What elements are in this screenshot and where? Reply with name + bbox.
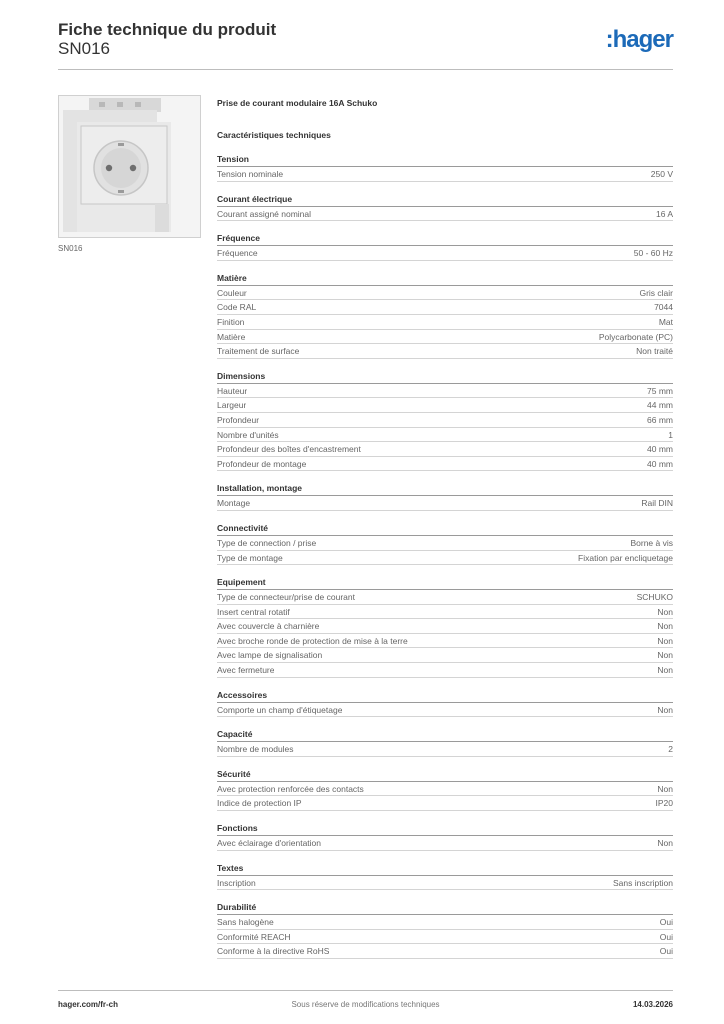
spec-label: Indice de protection IP [217, 798, 302, 809]
spec-row [217, 384, 673, 399]
spec-row [217, 634, 673, 649]
spec-section [217, 861, 673, 891]
spec-row [217, 703, 673, 718]
section-title: Courant électrique [217, 192, 673, 207]
spec-value: Non [657, 704, 673, 715]
spec-row [217, 876, 673, 891]
spec-value: Borne à vis [630, 537, 673, 548]
spec-row [217, 246, 673, 261]
spec-row [217, 167, 673, 182]
page-header [58, 20, 673, 70]
spec-row [217, 496, 673, 511]
spec-value: Non [657, 665, 673, 676]
spec-label: Nombre d'unités [217, 429, 279, 440]
spec-value: 40 mm [647, 444, 673, 455]
spec-row [217, 330, 673, 345]
spec-value: Non traité [636, 346, 673, 357]
section-title: Installation, montage [217, 481, 673, 496]
spec-label: Avec protection renforcée des contacts [217, 783, 364, 794]
spec-value: IP20 [655, 798, 673, 809]
spec-value: 250 V [650, 169, 673, 179]
spec-value: 66 mm [647, 414, 673, 425]
spec-value: SCHUKO [636, 592, 673, 603]
page-footer [58, 990, 673, 1017]
spec-label: Type de montage [217, 552, 283, 563]
product-image [58, 95, 201, 238]
spec-label: Profondeur des boîtes d'encastrement [217, 444, 361, 455]
spec-row [217, 796, 673, 811]
spec-section [217, 369, 673, 472]
spec-section [217, 688, 673, 718]
section-title: Tension [217, 152, 673, 167]
spec-label: Type de connection / prise [217, 537, 317, 548]
image-caption: SN016 [58, 244, 83, 253]
spec-value: Non [657, 621, 673, 632]
spec-row [217, 663, 673, 678]
spec-value: Non [657, 783, 673, 794]
spec-label: Fréquence [217, 248, 258, 259]
spec-section [217, 152, 673, 182]
spec-section [217, 192, 673, 222]
spec-row [217, 590, 673, 605]
spec-label: Couleur [217, 287, 247, 298]
spec-label: Insert central rotatif [217, 606, 290, 617]
spec-label: Avec éclairage d'orientation [217, 838, 322, 849]
spec-value: 44 mm [647, 400, 673, 411]
section-title: Sécurité [217, 767, 673, 782]
spec-label: Comporte un champ d'étiquetage [217, 704, 343, 715]
spec-label: Inscription [217, 877, 256, 888]
spec-label: Montage [217, 498, 251, 509]
footer-date: 14.03.2026 [632, 1000, 673, 1009]
spec-value: Sans inscription [612, 877, 673, 888]
spec-row [217, 648, 673, 663]
spec-label: Traitement de surface [217, 346, 300, 357]
spec-row [217, 742, 673, 757]
section-title: Dimensions [217, 369, 673, 384]
spec-label: Avec broche ronde de protection de mise à la terre [217, 635, 408, 646]
spec-section [217, 767, 673, 811]
spec-row [217, 782, 673, 797]
spec-value: 7044 [654, 302, 673, 313]
footer-note: Sous réserve de modifications techniques [291, 1000, 440, 1009]
section-title: Fréquence [217, 231, 673, 246]
spec-label: Code RAL [217, 302, 257, 313]
spec-value: 40 mm [647, 458, 673, 469]
section-title: Durabilité [217, 900, 673, 915]
section-title: Textes [217, 861, 673, 876]
spec-label: Type de connecteur/prise de courant [217, 592, 355, 603]
spec-row [217, 944, 673, 959]
document-title: Fiche technique du produit [58, 20, 277, 39]
product-name: Prise de courant modulaire 16A Schuko [217, 98, 378, 108]
spec-row [217, 836, 673, 851]
spec-value: 50 - 60 Hz [633, 248, 673, 259]
spec-row [217, 605, 673, 620]
spec-section [217, 521, 673, 565]
spec-row [217, 551, 673, 566]
spec-label: Tension nominale [217, 169, 284, 179]
section-title: Connectivité [217, 521, 673, 536]
spec-row [217, 207, 673, 222]
spec-label: Hauteur [217, 385, 248, 396]
spec-value: Mat [658, 316, 673, 327]
spec-value: Polycarbonate (PC) [598, 331, 673, 342]
spec-row [217, 286, 673, 301]
spec-row [217, 398, 673, 413]
spec-label: Profondeur [217, 414, 260, 425]
spec-value: Gris clair [639, 287, 673, 298]
spec-row [217, 344, 673, 359]
spec-sections [217, 152, 673, 959]
spec-section [217, 231, 673, 261]
spec-label: Avec fermeture [217, 665, 275, 676]
spec-label: Avec couvercle à charnière [217, 621, 320, 632]
section-title: Capacité [217, 727, 673, 742]
spec-value: Oui [659, 931, 673, 942]
spec-value: Non [657, 606, 673, 617]
section-title: Accessoires [217, 688, 673, 703]
characteristics-title: Caractéristiques techniques [217, 130, 331, 140]
spec-section [217, 727, 673, 757]
schuko-socket-illustration [59, 96, 200, 237]
spec-section [217, 481, 673, 511]
spec-label: Sans halogène [217, 917, 274, 928]
spec-section [217, 575, 673, 678]
product-reference: SN016 [58, 39, 110, 58]
spec-row [217, 442, 673, 457]
footer-url[interactable]: hager.com/fr-ch [58, 1000, 119, 1009]
spec-label: Profondeur de montage [217, 458, 307, 469]
spec-value: 2 [668, 744, 673, 755]
spec-content [217, 96, 673, 959]
spec-label: Courant assigné nominal [217, 208, 312, 219]
spec-row [217, 457, 673, 472]
spec-value: 75 mm [647, 385, 673, 396]
spec-value: Fixation par encliquetage [578, 552, 673, 563]
spec-value: Non [657, 838, 673, 849]
spec-value: Non [657, 635, 673, 646]
spec-label: Avec lampe de signalisation [217, 650, 323, 661]
spec-row [217, 619, 673, 634]
spec-section [217, 900, 673, 959]
spec-value: Oui [659, 946, 673, 957]
spec-row [217, 930, 673, 945]
spec-row [217, 428, 673, 443]
section-title: Equipement [217, 575, 673, 590]
spec-value: 16 A [655, 208, 673, 219]
spec-label: Finition [217, 316, 245, 327]
hager-logo: :hager [605, 26, 673, 53]
spec-row [217, 413, 673, 428]
spec-section [217, 271, 673, 359]
spec-label: Conformité REACH [217, 931, 291, 942]
spec-value: Rail DIN [641, 498, 673, 509]
spec-value: 1 [668, 429, 673, 440]
spec-label: Largeur [217, 400, 247, 411]
spec-section [217, 821, 673, 851]
spec-row [217, 915, 673, 930]
spec-row [217, 300, 673, 315]
spec-label: Conforme à la directive RoHS [217, 946, 330, 957]
section-title: Fonctions [217, 821, 673, 836]
spec-row [217, 315, 673, 330]
spec-label: Matière [217, 331, 246, 342]
spec-label: Nombre de modules [217, 744, 294, 755]
spec-value: Non [657, 650, 673, 661]
section-title: Matière [217, 271, 673, 286]
spec-row [217, 536, 673, 551]
spec-value: Oui [659, 917, 673, 928]
